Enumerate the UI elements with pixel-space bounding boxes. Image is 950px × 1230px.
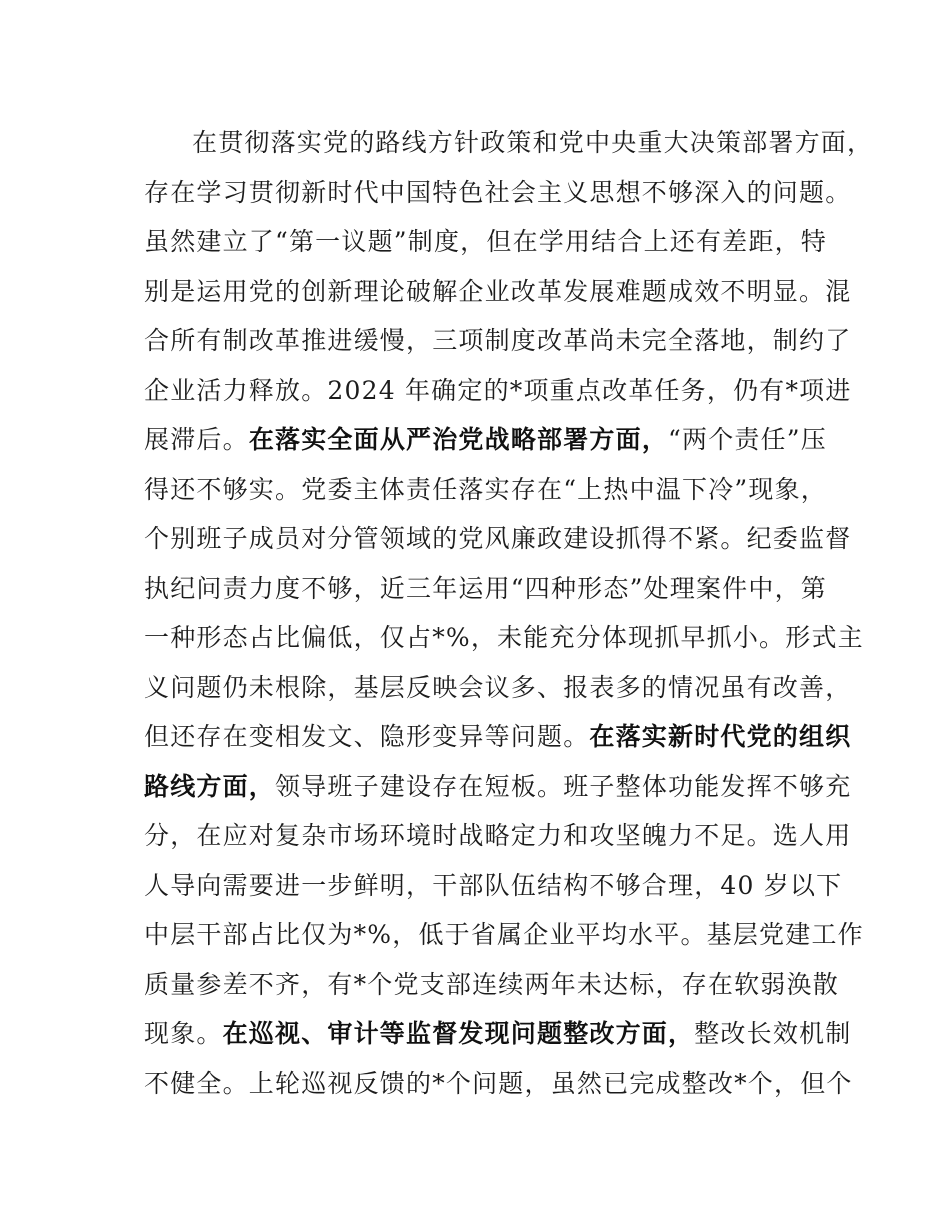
- body-text: “两个责任”压: [668, 425, 827, 454]
- body-text: 质量参差不齐，有*个党支部连续两年未达标，存在软弱涣散: [144, 969, 839, 999]
- body-text: 领导班子建设存在短板。班子整体功能发挥不够充: [275, 771, 852, 801]
- paragraph-line: [144, 811, 852, 861]
- paragraph-line: [144, 960, 844, 1010]
- paragraph-line: [144, 762, 852, 812]
- bold-heading-text: 路线方面，: [144, 771, 276, 801]
- bold-heading-text: 在落实新时代党的组织: [589, 722, 852, 751]
- body-text: 得还不够实。党委主体责任落实存在“上热中温下冷”现象，: [144, 474, 827, 504]
- paragraph-line: [144, 118, 874, 168]
- body-text: 义问题仍未根除，基层反映会议多、报表多的情况虽有改善，: [144, 672, 852, 702]
- body-text: 分，在应对复杂市场环境时战略定力和攻坚魄力不足。选人用: [144, 821, 852, 850]
- paragraph-line: [144, 316, 852, 366]
- paragraph-line: [144, 861, 844, 911]
- paragraph-line: [144, 267, 852, 317]
- paragraph-line: [144, 217, 844, 267]
- body-text: 合所有制改革推进缓慢，三项制度改革尚未完全落地，制约了: [144, 326, 852, 355]
- body-text: 人导向需要进一步鲜明，干部队伍结构不够合理，40 岁以下: [144, 870, 843, 900]
- paragraph-line: [144, 663, 852, 713]
- bold-heading-text: 在巡视、审计等监督发现问题整改方面，: [222, 1019, 695, 1048]
- paragraph-line: [144, 415, 844, 465]
- body-text: 企业活力释放。2024 年确定的*项重点改革任务，仍有*项进: [144, 375, 852, 405]
- paragraph-line: [144, 564, 844, 614]
- body-text: 但还存在变相发文、隐形变异等问题。: [144, 722, 590, 751]
- body-text: 现象。: [144, 1019, 223, 1048]
- body-text: 存在学习贯彻新时代中国特色社会主义思想不够深入的问题。: [144, 177, 852, 207]
- bold-heading-text: 在落实全面从严治党战略部署方面，: [248, 425, 669, 454]
- body-text: 一种形态占比偏低，仅占*%，未能充分体现抓早抓小。形式主: [144, 623, 864, 652]
- paragraph-line: [144, 514, 852, 564]
- paragraph-line: [144, 613, 864, 663]
- body-text: 个别班子成员对分管领域的党风廉政建设抓得不紧。纪委监督: [144, 524, 852, 553]
- body-text: 中层干部占比仅为*%，低于省属企业平均水平。基层党建工作: [144, 920, 864, 949]
- paragraph-line: [144, 1009, 852, 1059]
- body-text: 别是运用党的创新理论破解企业改革发展难题成效不明显。混: [144, 276, 852, 306]
- body-paragraph: [144, 118, 874, 1108]
- paragraph-line: [144, 465, 844, 515]
- paragraph-line: [144, 366, 852, 416]
- body-text: 执纪问责力度不够，近三年运用“四种形态”处理案件中，第: [144, 573, 827, 603]
- body-text: 在贯彻落实党的路线方针政策和党中央重大决策部署方面，: [192, 128, 874, 157]
- body-text: 不健全。上轮巡视反馈的*个问题，虽然已完成整改*个，但个: [144, 1068, 853, 1098]
- paragraph-line: [144, 712, 852, 762]
- paragraph-line: [144, 1059, 853, 1109]
- body-text: 虽然建立了“第一议题”制度，但在学用结合上还有差距，特: [144, 227, 827, 256]
- body-text: 整改长效机制: [694, 1019, 852, 1048]
- body-text: 展滞后。: [144, 425, 249, 454]
- paragraph-line: [144, 910, 864, 960]
- paragraph-line: [144, 168, 852, 218]
